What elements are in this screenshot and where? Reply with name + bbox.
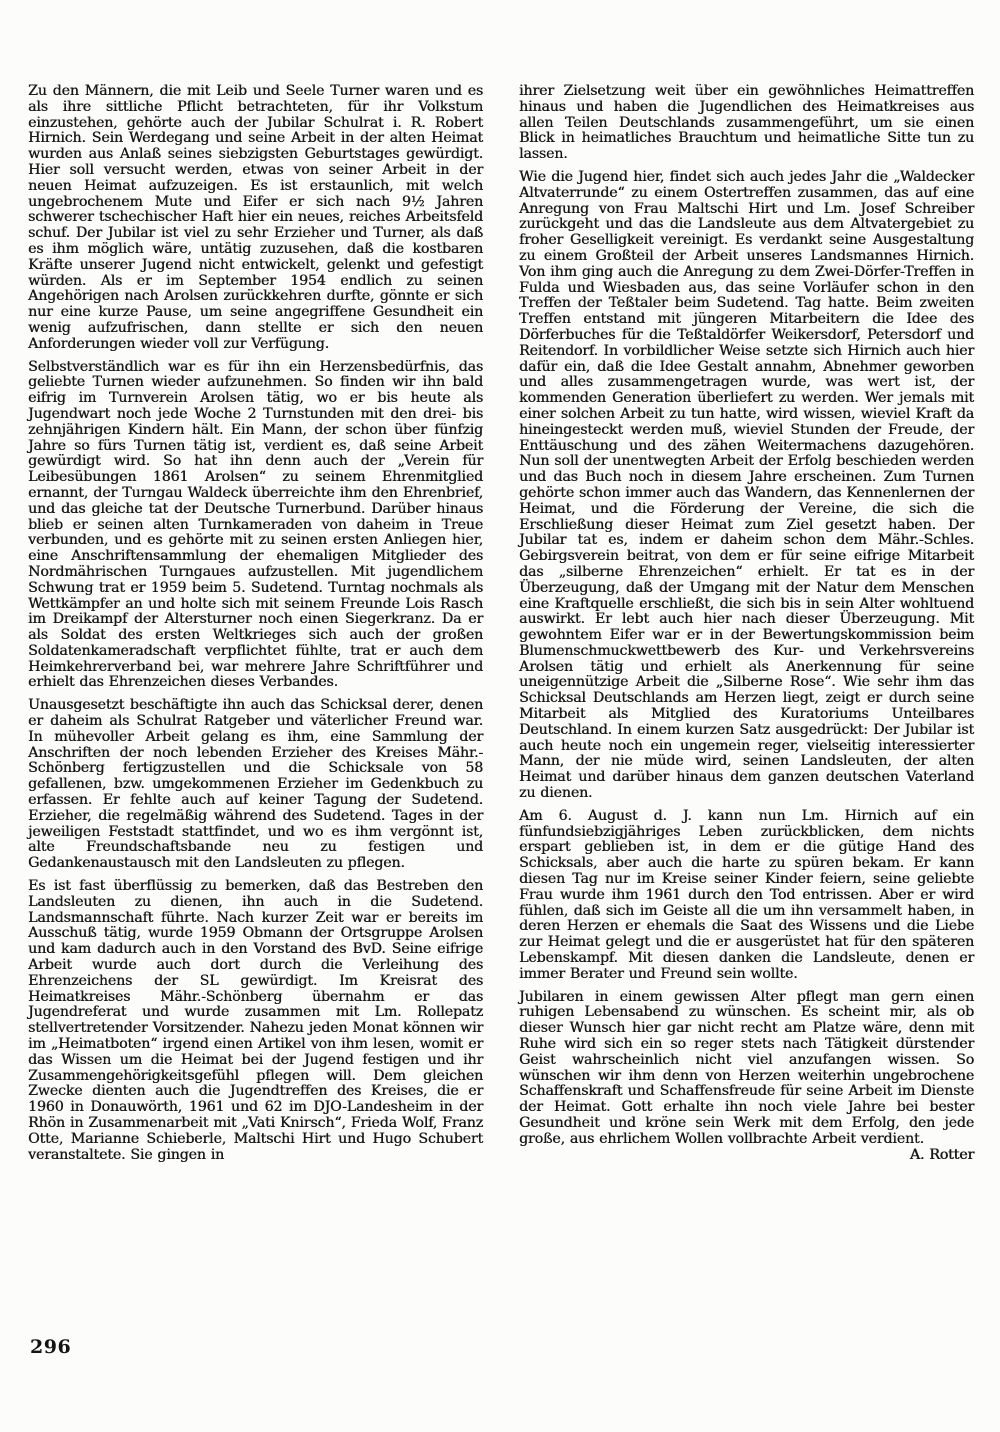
closing-paragraph-text: Jubilaren in einem gewissen Alter pflegt man gern einen ruhigen Lebensabend zu wünschen. Es scheint mir, als ob dieser Wunsch hier gar nicht recht am Platze wäre, denn mit Ruhe wird sich ein so reger stets nach Tätigkeit dürstender Geist wahrscheinlich nicht viel anzufangen wissen. So wünschen wir ihm denn von Herzen weiterhin ungebrochene Schaffenskraft und Schaffensfreude für seine Arbeit im Dienste der Heimat. Gott erhalte ihn noch viele Jahre bei bester Gesundheit und kröne sein Werk mit dem Erfolg, den jede große, aus ehrlichem Wollen vollbrachte Arbeit verdient. [519, 988, 974, 1147]
paragraph: Unausgesetzt beschäftigte ihn auch das Schicksal derer, denen er daheim als Schulrat Ratgeber und väterlicher Freund war. In mühevoller Arbeit gelang es ihm, eine Sammlung der Anschriften der noch lebenden Erzieher des Kreises Mähr.-Schönberg fertigzustellen und die Schicksale von 58 gefallenen, bzw. umgekommenen Erzieher im Gedenkbuch zu erfassen. Er fehlte auch auf keiner Tagung der Sudetend. Erzieher, die regelmäßig während des Sudetend. Tages in der jeweiligen Feststadt stattfindet, und wo es ihm vergönnt ist, alte Freundschaftsbande neu zu festigen und Gedankenaustausch mit den Landsleuten zu pflegen. [28, 697, 483, 872]
text-column-right [519, 84, 974, 1170]
paragraph: Es ist fast überflüssig zu bemerken, daß das Bestreben den Landsleuten zu dienen, ihn auch in die Sudetend. Landsmannschaft führte. Nach kurzer Zeit war er bereits im Ausschuß tätig, wurde 1959 Obmann der Ortsgruppe Arolsen und kam dadurch auch in den Vorstand des BvD. Seine eifrige Arbeit wurde auch dort durch die Verleihung des Ehrenzeichens der SL gewürdigt. Im Kreisrat des Heimatkreises Mähr.-Schönberg übernahm er das Jugendreferat und wurde zusammen mit Lm. Rollepatz stellvertretender Vorsitzender. Nahezu jeden Monat können wir im „Heimatboten“ irgend einen Artikel von ihm lesen, womit er das Wissen um die Heimat bei der Jugend festigen und ihr Zusammengehörigkeitsgefühl pflegen will. Dem gleichen Zwecke dienten auch die Jugendtreffen des Kreises, die er 1960 in Donauwörth, 1961 und 62 im DJO-Landesheim in der Rhön in Zusammenarbeit mit „Vati Knirsch“, Frieda Wolf, Franz Otte, Marianne Schieberle, Maltschi Hirt und Hugo Schubert veranstaltete. Sie gingen in [28, 878, 483, 1163]
paragraph: Selbstverständlich war es für ihn ein Herzensbedürfnis, das geliebte Turnen wieder aufzunehmen. So finden wir ihn bald eifrig im Turnverein Arolsen tätig, wo er bis heute als Jugendwart noch jede Woche 2 Turnstunden mit den drei- bis zehnjährigen Kindern hält. Ein Mann, der schon über fünfzig Jahre so fürs Turnen tätig ist, verdient es, daß seine Arbeit gewürdigt wird. So hat ihn denn auch der „Verein für Leibesübungen 1861 Arolsen“ zu seinem Ehrenmitglied ernannt, der Turngau Waldeck überreichte ihm den Ehrenbrief, und das gleiche tat der Deutsche Turnerbund. Darüber hinaus blieb er seinen alten Turnkameraden von daheim in Treue verbunden, und es gehörte mit zu seinen ersten Anliegen hier, eine Anschriftensammlung der ehemaligen Mitglieder des Nordmährischen Turngaues aufzustellen. Mit jugendlichem Schwung trat er 1959 beim 5. Sudetend. Turntag nochmals als Wettkämpfer an und holte sich mit seinem Freunde Lois Rasch im Dreikampf der Altersturner noch einen Siegerkranz. Da er als Soldat des ersten Weltkrieges sich auch der großen Soldatenkameradschaft verpflichtet fühlte, trat er auch dem Heimkehrerverband bei, war mehrere Jahre Schriftführer und erhielt das Ehrenzeichen dieses Verbandes. [28, 358, 483, 691]
closing-paragraph [519, 988, 974, 1163]
author-signature: A. Rotter [909, 1146, 974, 1163]
text-column-left [28, 84, 483, 1170]
paragraph: Zu den Männern, die mit Leib und Seele Turner waren und es als ihre sittliche Pflicht betrachteten, für ihr Volkstum einzustehen, gehörte auch der Jubilar Schulrat i. R. Robert Hirnich. Sein Werdegang und seine Arbeit in der alten Heimat wurden aus Anlaß seines siebzigsten Geburtstages gewürdigt. Hier soll versucht werden, etwas von seiner Arbeit in der neuen Heimat aufzuzeigen. Es ist erstaunlich, mit welch ungebrochenem Mute und Eifer er sich nach 9½ Jahren schwerer tschechischer Haft hier ein neues, reiches Arbeitsfeld schuf. Der Jubilar ist viel zu sehr Erzieher und Turner, als daß es ihm möglich wäre, untätig zuzusehen, daß die kostbaren Kräfte unserer Jugend nicht entwickelt, gelenkt und gefestigt würden. Als er im September 1954 endlich zu seinen Angehörigen nach Arolsen zurückkehren durfte, gönnte er sich nur eine kurze Pause, um seine angegriffene Gesundheit ein wenig aufzufrischen, dann stellte er sich den neuen Anforderungen wieder voll zur Verfügung. [28, 83, 483, 352]
paragraph: Am 6. August d. J. kann nun Lm. Hirnich auf ein fünfundsiebzigjähriges Leben zurückblicken, dem nichts erspart geblieben ist, in dem er die gütige Hand des Schicksals, aber auch die harte zu spüren bekam. Er kann diesen Tag nur im Kreise seiner Kinder feiern, seine geliebte Frau wurde ihm 1961 durch den Tod entrissen. Aber er wird fühlen, daß sich im Geiste all die um ihn versammelt haben, in deren Herzen er ehemals die Saat des Wissens und die Liebe zur Heimat gelegt und die er ausgerüstet hat für den späteren Lebenskampf. Mit diesen danken die Landsleute, denen er immer Berater und Freund sein wollte. [519, 807, 974, 982]
paragraph: Wie die Jugend hier, findet sich auch jedes Jahr die „Waldecker Altvaterrunde“ zu einem Ostertreffen zusammen, das auf eine Anregung von Frau Maltschi Hirt und Lm. Josef Schreiber zurückgeht und das die Landsleute aus dem Altvatergebiet zu froher Geselligkeit vereinigt. Es verdankt seine Ausgestaltung zu einem Großteil der Arbeit unseres Landsmannes Hirnich. Von ihm ging auch die Anregung zu dem Zwei-Dörfer-Treffen in Fulda und Wiesbaden aus, das seine Vorläufer schon in den Treffen der Teßtaler beim Sudetend. Tag hatte. Beim zweiten Treffen entstand mit jüngeren Mitarbeitern die Idee des Dörferbuches für die Teßtaldörfer Weikersdorf, Petersdorf und Reitendorf. In vorbildlicher Weise setzte sich Hirnich auch hier dafür ein, daß die Idee Gestalt annahm, Abnehmer geworben und alles zusammengetragen wurde, was wert ist, der kommenden Generation überliefert zu werden. Wer jemals mit einer solchen Arbeit zu tun hatte, wird wissen, wieviel Kraft da hineingesteckt werden muß, wieviel Stunden der Freude, der Enttäuschung und des zähen Weitermachens dazugehören. Nun soll der unentwegten Arbeit der Erfolg beschieden werden und das Buch noch in diesem Jahre erscheinen. Zum Turnen gehörte schon immer auch das Wandern, das Kennenlernen der Heimat, und die Förderung der Vereine, die sich die Erschließung dieser Heimat zum Ziel gesetzt haben. Der Jubilar tat es, indem er daheim schon dem Mähr.-Schles. Gebirgsverein beitrat, von dem er für seine eifrige Mitarbeit das „silberne Ehrenzeichen“ erhielt. Er tat es in der Überzeugung, daß der Umgang mit der Natur dem Menschen eine Kraftquelle erschließt, die sich bis in sein Alter wohltuend auswirkt. Er lebt auch hier nach dieser Überzeugung. Mit gewohntem Eifer war er in der Bewertungskommission beim Blumenschmuckwettbewerb des Kur- und Verkehrsvereins Arolsen tätig und erhielt als Anerkennung für seine uneigennützige Arbeit die „Silberne Rose“. Wie sehr ihm das Schicksal Deutschlands am Herzen liegt, zeigt er durch seine Mitarbeit als Mitglied des Kuratoriums Unteilbares Deutschland. In einem kurzen Satz ausgedrückt: Der Jubilar ist auch heute noch ein ungemein reger, vielseitig interessierter Mann, der nie müde wird, seinen Landsleuten, der alten Heimat und darüber hinaus dem ganzen deutschen Vaterland zu dienen. [519, 168, 974, 802]
paragraph: ihrer Zielsetzung weit über ein gewöhnliches Heimattreffen hinaus und haben die Jugendlichen des Heimatkreises aus allen Teilen Deutschlands zusammengeführt, um sie einen Blick in heimatliches Brauchtum und heimatliche Sitte tun zu lassen. [519, 83, 974, 163]
page-number: 296 [30, 1336, 72, 1358]
